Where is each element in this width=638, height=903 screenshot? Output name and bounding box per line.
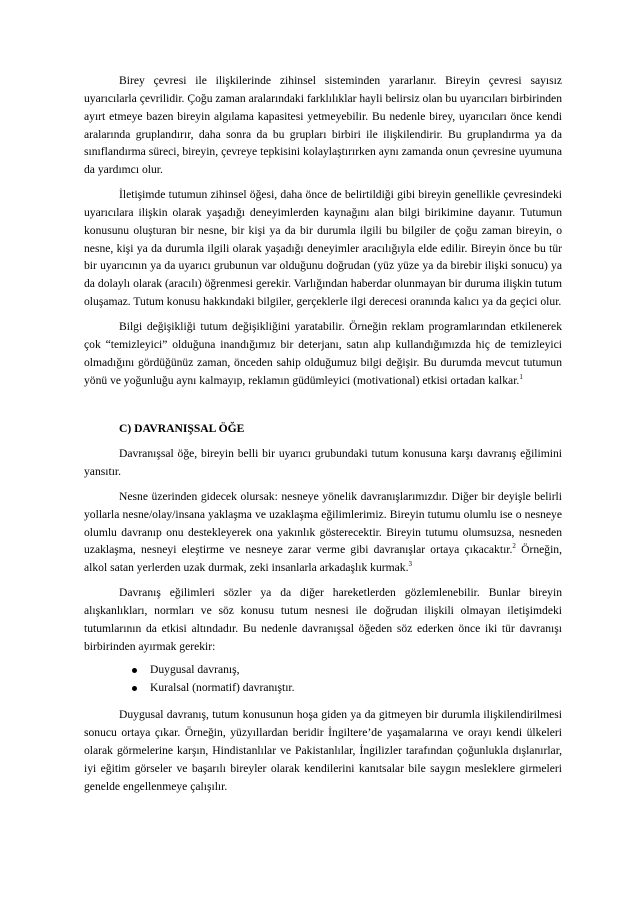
paragraph-duygusal-davranis: Duygusal davranış, tutum konusunun hoşa giden ya da gitmeyen bir durumla ilişkilendirilmesi sonucu ortaya çıkar. Örneğin, yüzyıllardan beridir İngiltere’de yaşamalarına ve orayı kendi ülkeleri olarak görmelerine karşın, Hindistanlılar ve Pakistanlılar, İngilizler tarafından çoğunlukla dışlanırlar, iyi eğitim görseler ve başarılı bireyler olarak kendilerini kanıtsalar bile saygın mesleklere girmeleri genelde engellenmeye çalışılır. <box>84 708 562 793</box>
footnote-marker-2: 2 <box>512 542 516 551</box>
list-item <box>132 661 562 679</box>
list-item <box>132 679 562 697</box>
paragraph-zihinsel-oge: İletişimde tutumun zihinsel öğesi, daha önce de belirtildiği gibi bireyin genellikle çevresindeki uyarıcılara ilişkin olarak yaşadığı deneyimlerden kaynağını alan bilgi birikimine dayanır. Tutumun konusunu oluşturan bir nesne, bir kişi ya da bir durumla ilgili bu bilgiler de çoğu zaman bireyin, o nesne, kişi ya da durumla ilgili olarak yaşadığı deneyimler aracılığıyla elde edilir. Bireyin önce bu tür bir uyarıcının ya da uyarıcı grubunun var olduğunu doğrudan (yüz yüze ya da birebir ilişki sonucu) ya da dolaylı olarak (aracılı) öğrenmesi gerekir. Varlığından haberdar olunmayan bir duruma ilişkin tutum oluşamaz. Tutum konusu hakkındaki bilgiler, gerçeklerle ilgi derecesi oranında kalıcı ya da geçici olur. <box>84 188 562 309</box>
paragraph-nesne-davranis-text-1: Nesne üzerinden gidecek olursak: nesneye yönelik davranışlarımızdır. Diğer bir deyişle belirli yollarla nesne/olay/insana yaklaşma ve uzaklaşma eğilimlerimiz. Bireyin tutumu olumlu ise o nesneye olumlu davranıp onu destekleyerek ona yakınlık gösterecektir. Bireyin tutumu olumsuzsa, nesneden uzaklaşma, nesneyi eleştirme ve nesneye zarar verme gibi davranışlar ortaya çıkacaktır. <box>84 489 562 557</box>
list-item-label: Kuralsal (normatif) davranıştır. <box>150 681 295 695</box>
paragraph-bilgi-degisikligi-text: Bilgi değişikliği tutum değişikliğini yaratabilir. Örneğin reklam programlarından etkilenerek çok “temizleyici” olduğuna inandığımız bir deterjanı, satın alıp kullandığımızda hiç de temizleyici olmadığını gördüğünüz zaman, önceden sahip olduğumuz bilgi değişir. Bu durumda mevcut tutumun yönü ve yoğunluğu aynı kalmayıp, reklamın güdümleyici (motivational) etkisi ortadan kalkar. <box>84 319 562 387</box>
document-page <box>84 72 562 795</box>
paragraph-davranissal-oge: Davranışsal öğe, bireyin belli bir uyarıcı grubundaki tutum konusuna karşı davranış eğilimini yansıtır. <box>84 447 562 479</box>
paragraph-nesne-davranis-text-2: Örneğin, alkol satan yerlerden uzak durmak, zeki insanlarla arkadaşlık kurmak. <box>84 543 562 575</box>
paragraph-davranis-egilimleri: Davranış eğilimleri sözler ya da diğer hareketlerden gözlemlenebilir. Bunlar bireyin alışkanlıkları, normları ve söz konusu tutum nesnesi ile doğrudan ilişkili olmayan iletişimdeki tutumlarının da etkisi altındadır. Bu nedenle davranışsal öğeden söz ederken önce iki tür davranışı birbirinden ayırmak gerekir: <box>84 586 562 653</box>
paragraph-zihinsel-sistem: Birey çevresi ile ilişkilerinde zihinsel sisteminden yararlanır. Bireyin çevresi sayısız uyarıcılarla çevrilidir. Çoğu zaman aralarındaki farklılıklar hayli belirsiz olan bu uyarıcıları birbirinden ayırt etmeye bazen bireyin algılama kapasitesi yetmeyebilir. Bu nedenle birey, uyarıcıları önce kendi aralarında gruplandırır, daha sonra da bu grupları birbiri ile ilişkilendirir. Bu gruplandırma ya da sınıflandırma süreci, bireyin, çevreye tepkisini kolaylaştırırken aynı zamanda onun çevresine uyumuna da yardımcı olur. <box>84 74 562 177</box>
bullet-icon <box>132 686 137 691</box>
bullet-icon <box>132 668 137 673</box>
list-item-label: Duygusal davranış, <box>150 663 240 677</box>
section-heading-davranissal-oge: C) DAVRANIŞSAL ÖĞE <box>119 422 245 436</box>
paragraph-nesne-davranis <box>84 488 562 577</box>
paragraph-bilgi-degisikligi <box>84 318 562 389</box>
footnote-marker-1: 1 <box>519 372 523 381</box>
bullet-list-davranis-turleri <box>84 661 562 697</box>
footnote-marker-3: 3 <box>408 560 412 569</box>
